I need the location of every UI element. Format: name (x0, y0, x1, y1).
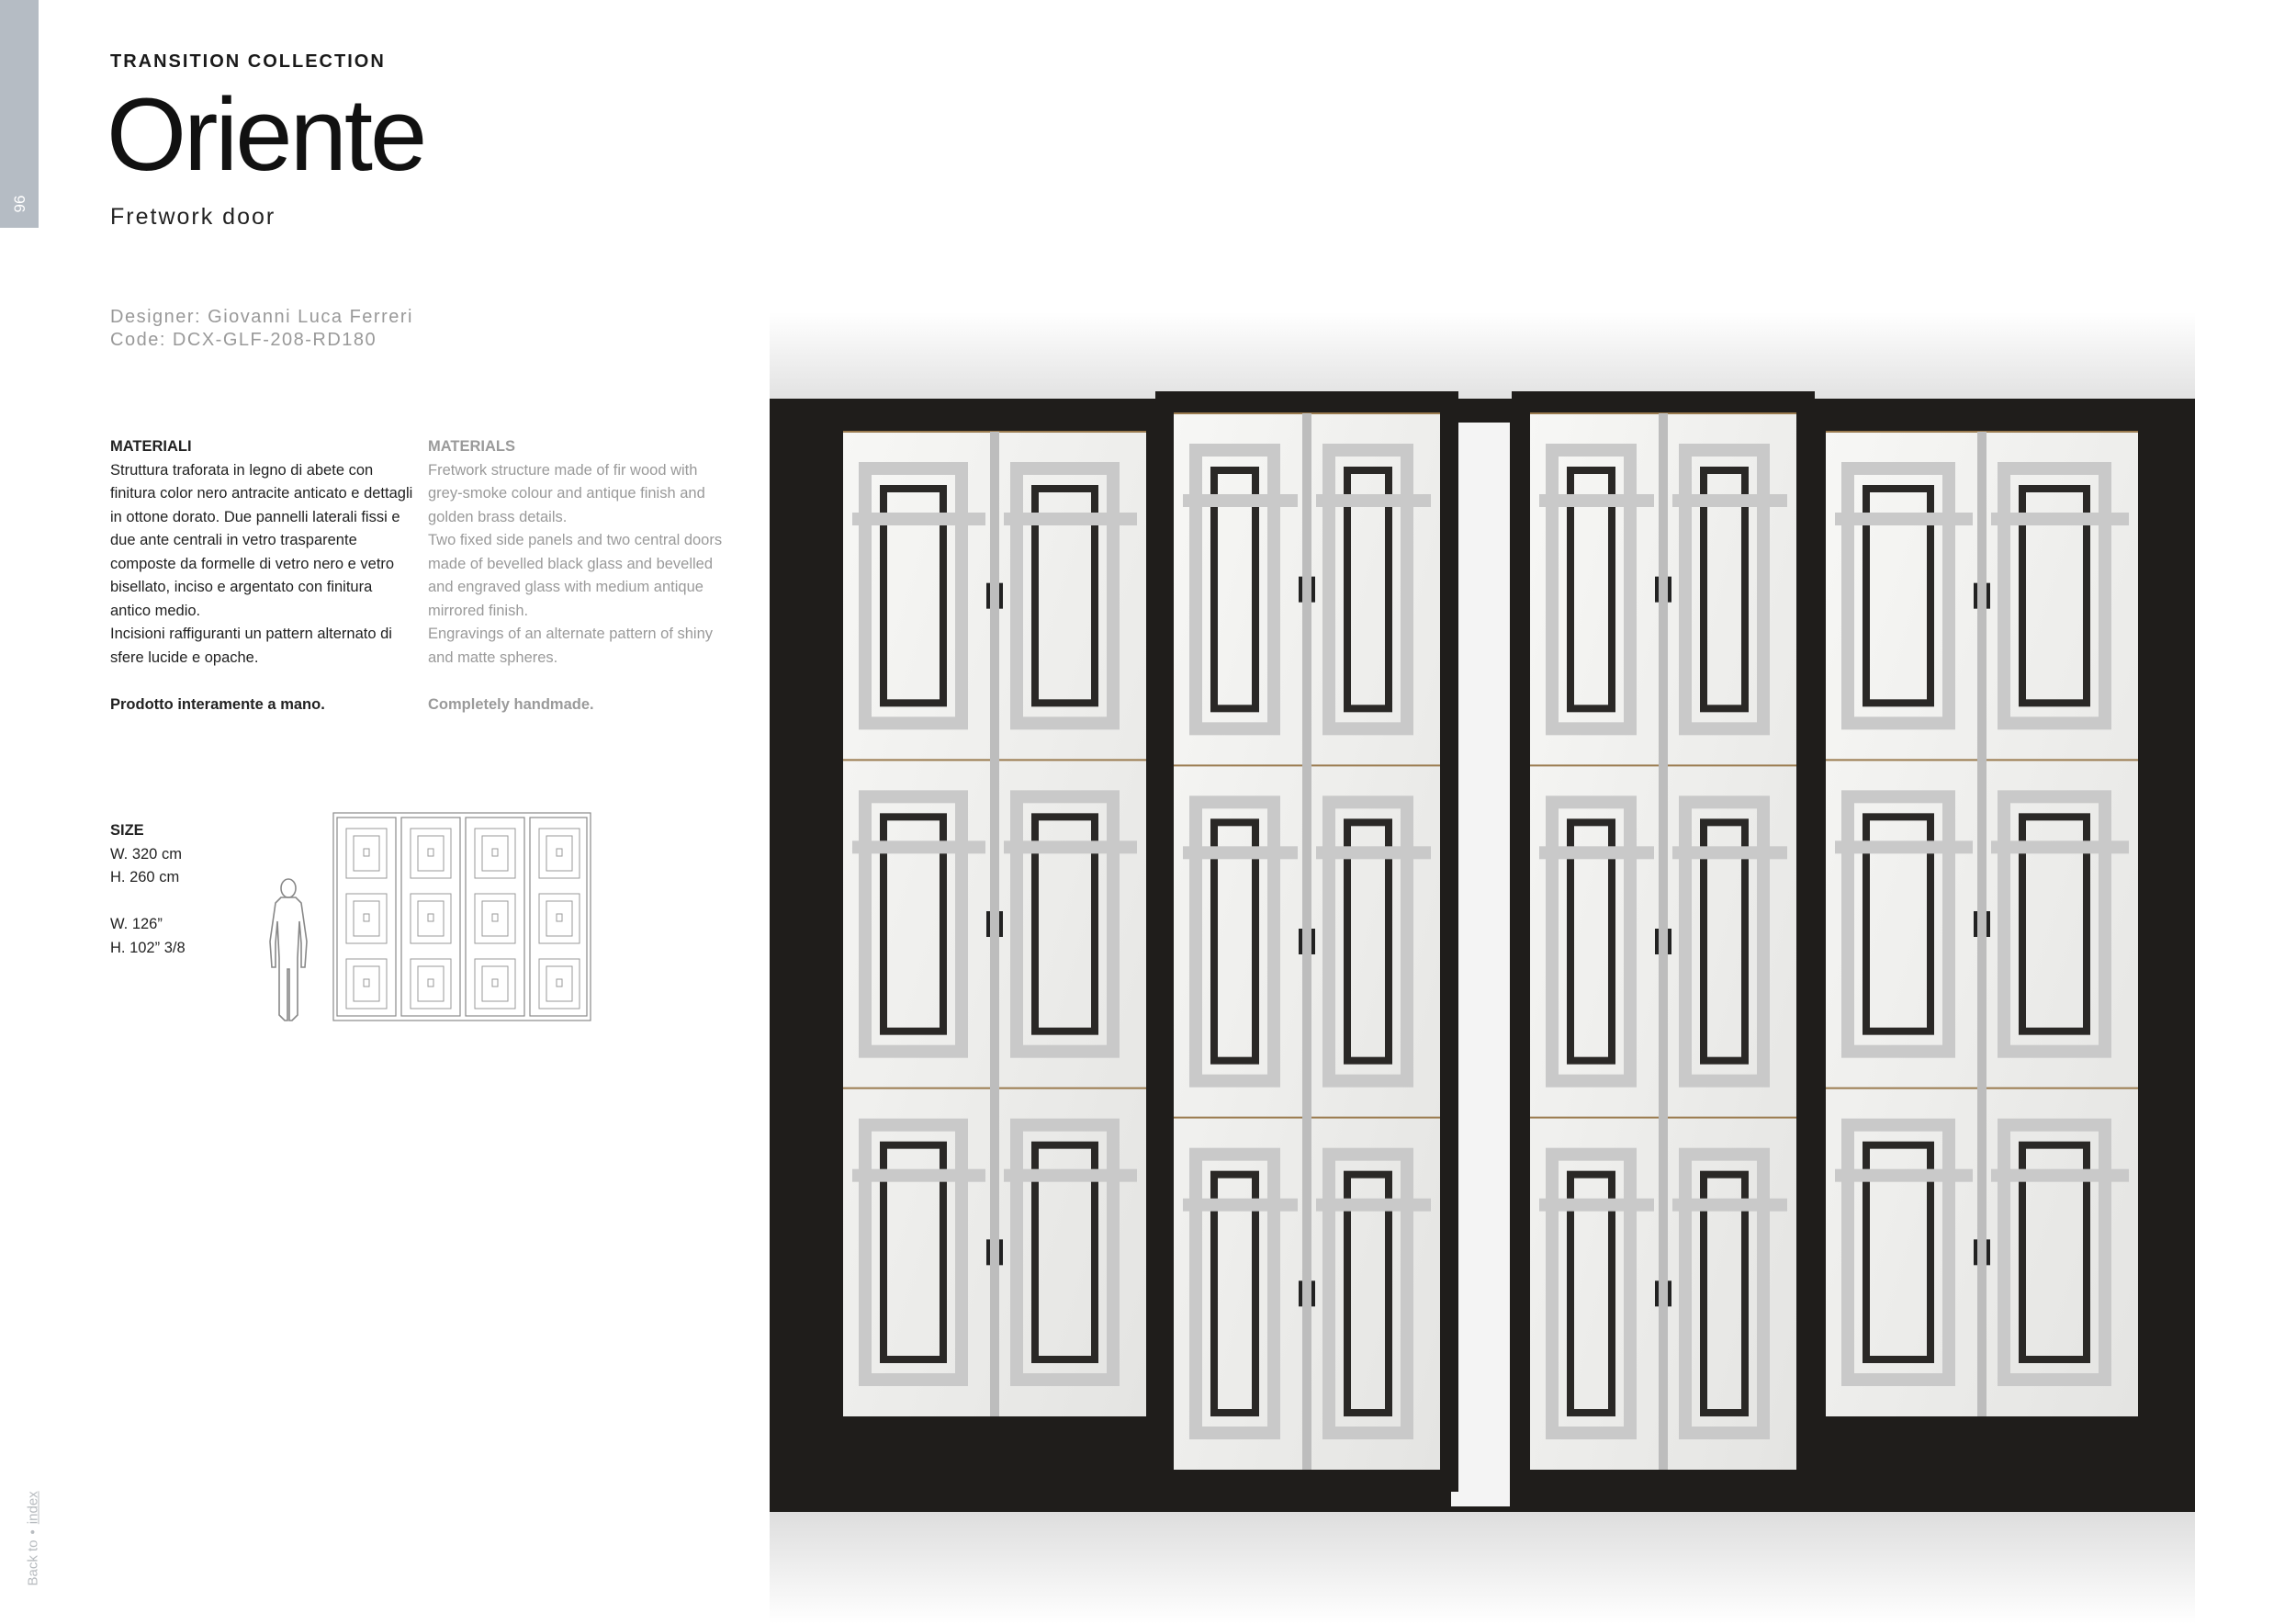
back-to-label: Back to (25, 1539, 41, 1586)
size-width-in: W. 126” (110, 916, 163, 932)
materials-it-heading: MATERIALI (110, 438, 192, 455)
designer-line: Designer: Giovanni Luca Ferreri (110, 307, 413, 327)
materials-en-heading: MATERIALS (428, 438, 516, 455)
panel-door-right (1512, 391, 1815, 1492)
back-to-index-link[interactable] (26, 1458, 41, 1586)
size-width-cm: W. 320 cm (110, 845, 182, 863)
product-code: Code: DCX-GLF-208-RD180 (110, 330, 377, 350)
product-subtitle: Fretwork door (110, 204, 276, 230)
page-number: 96 (11, 195, 28, 213)
materials-it-handmade: Prodotto interamente a mano. (110, 695, 325, 713)
panel-door-left (1155, 391, 1458, 1492)
materials-en-body-1: Fretwork structure made of fir wood with grey-smoke colour and antique finish and golden brass details. (428, 461, 705, 525)
materials-en-body-2: Two fixed side panels and two central doors made of bevelled black glass and bevelled and engraved glass with medium antique mirrored finish. (428, 532, 723, 619)
collection-label: TRANSITION COLLECTION (110, 51, 386, 72)
materials-en-body-3: Engravings of an alternate pattern of shiny and matte spheres. (428, 626, 714, 666)
page-title: Oriente (107, 77, 425, 192)
product-photo-oriente-door (770, 312, 2195, 1624)
materials-en-handmade: Completely handmade. (428, 695, 594, 713)
materials-it-body-1: Struttura traforata in legno di abete con finitura color nero antracite anticato e dettagli in ottone dorato. Due pannelli laterali fissi e due ante centrali in vetro trasparente composte da formelle di vetro nero e vetro bisellato, inciso e argentato con finitura antico medio. (110, 461, 413, 619)
index-link[interactable]: index (25, 1491, 41, 1525)
human-silhouette-icon (263, 877, 314, 1024)
materials-it-body-2: Incisioni raffiguranti un pattern alternato di sfere lucide e opache. (110, 626, 392, 666)
door-sketch-icon (332, 812, 591, 1021)
size-block (110, 819, 186, 960)
back-arrow-icon: • (25, 1529, 41, 1535)
panel-fixed-left (825, 410, 1165, 1438)
size-height-cm: H. 260 cm (110, 869, 180, 885)
panel-fixed-right (1807, 410, 2156, 1438)
materials-italian (110, 435, 413, 716)
size-height-in: H. 102” 3/8 (110, 939, 186, 956)
materials-english (428, 435, 731, 716)
side-tab (0, 0, 39, 228)
size-heading: SIZE (110, 822, 144, 839)
